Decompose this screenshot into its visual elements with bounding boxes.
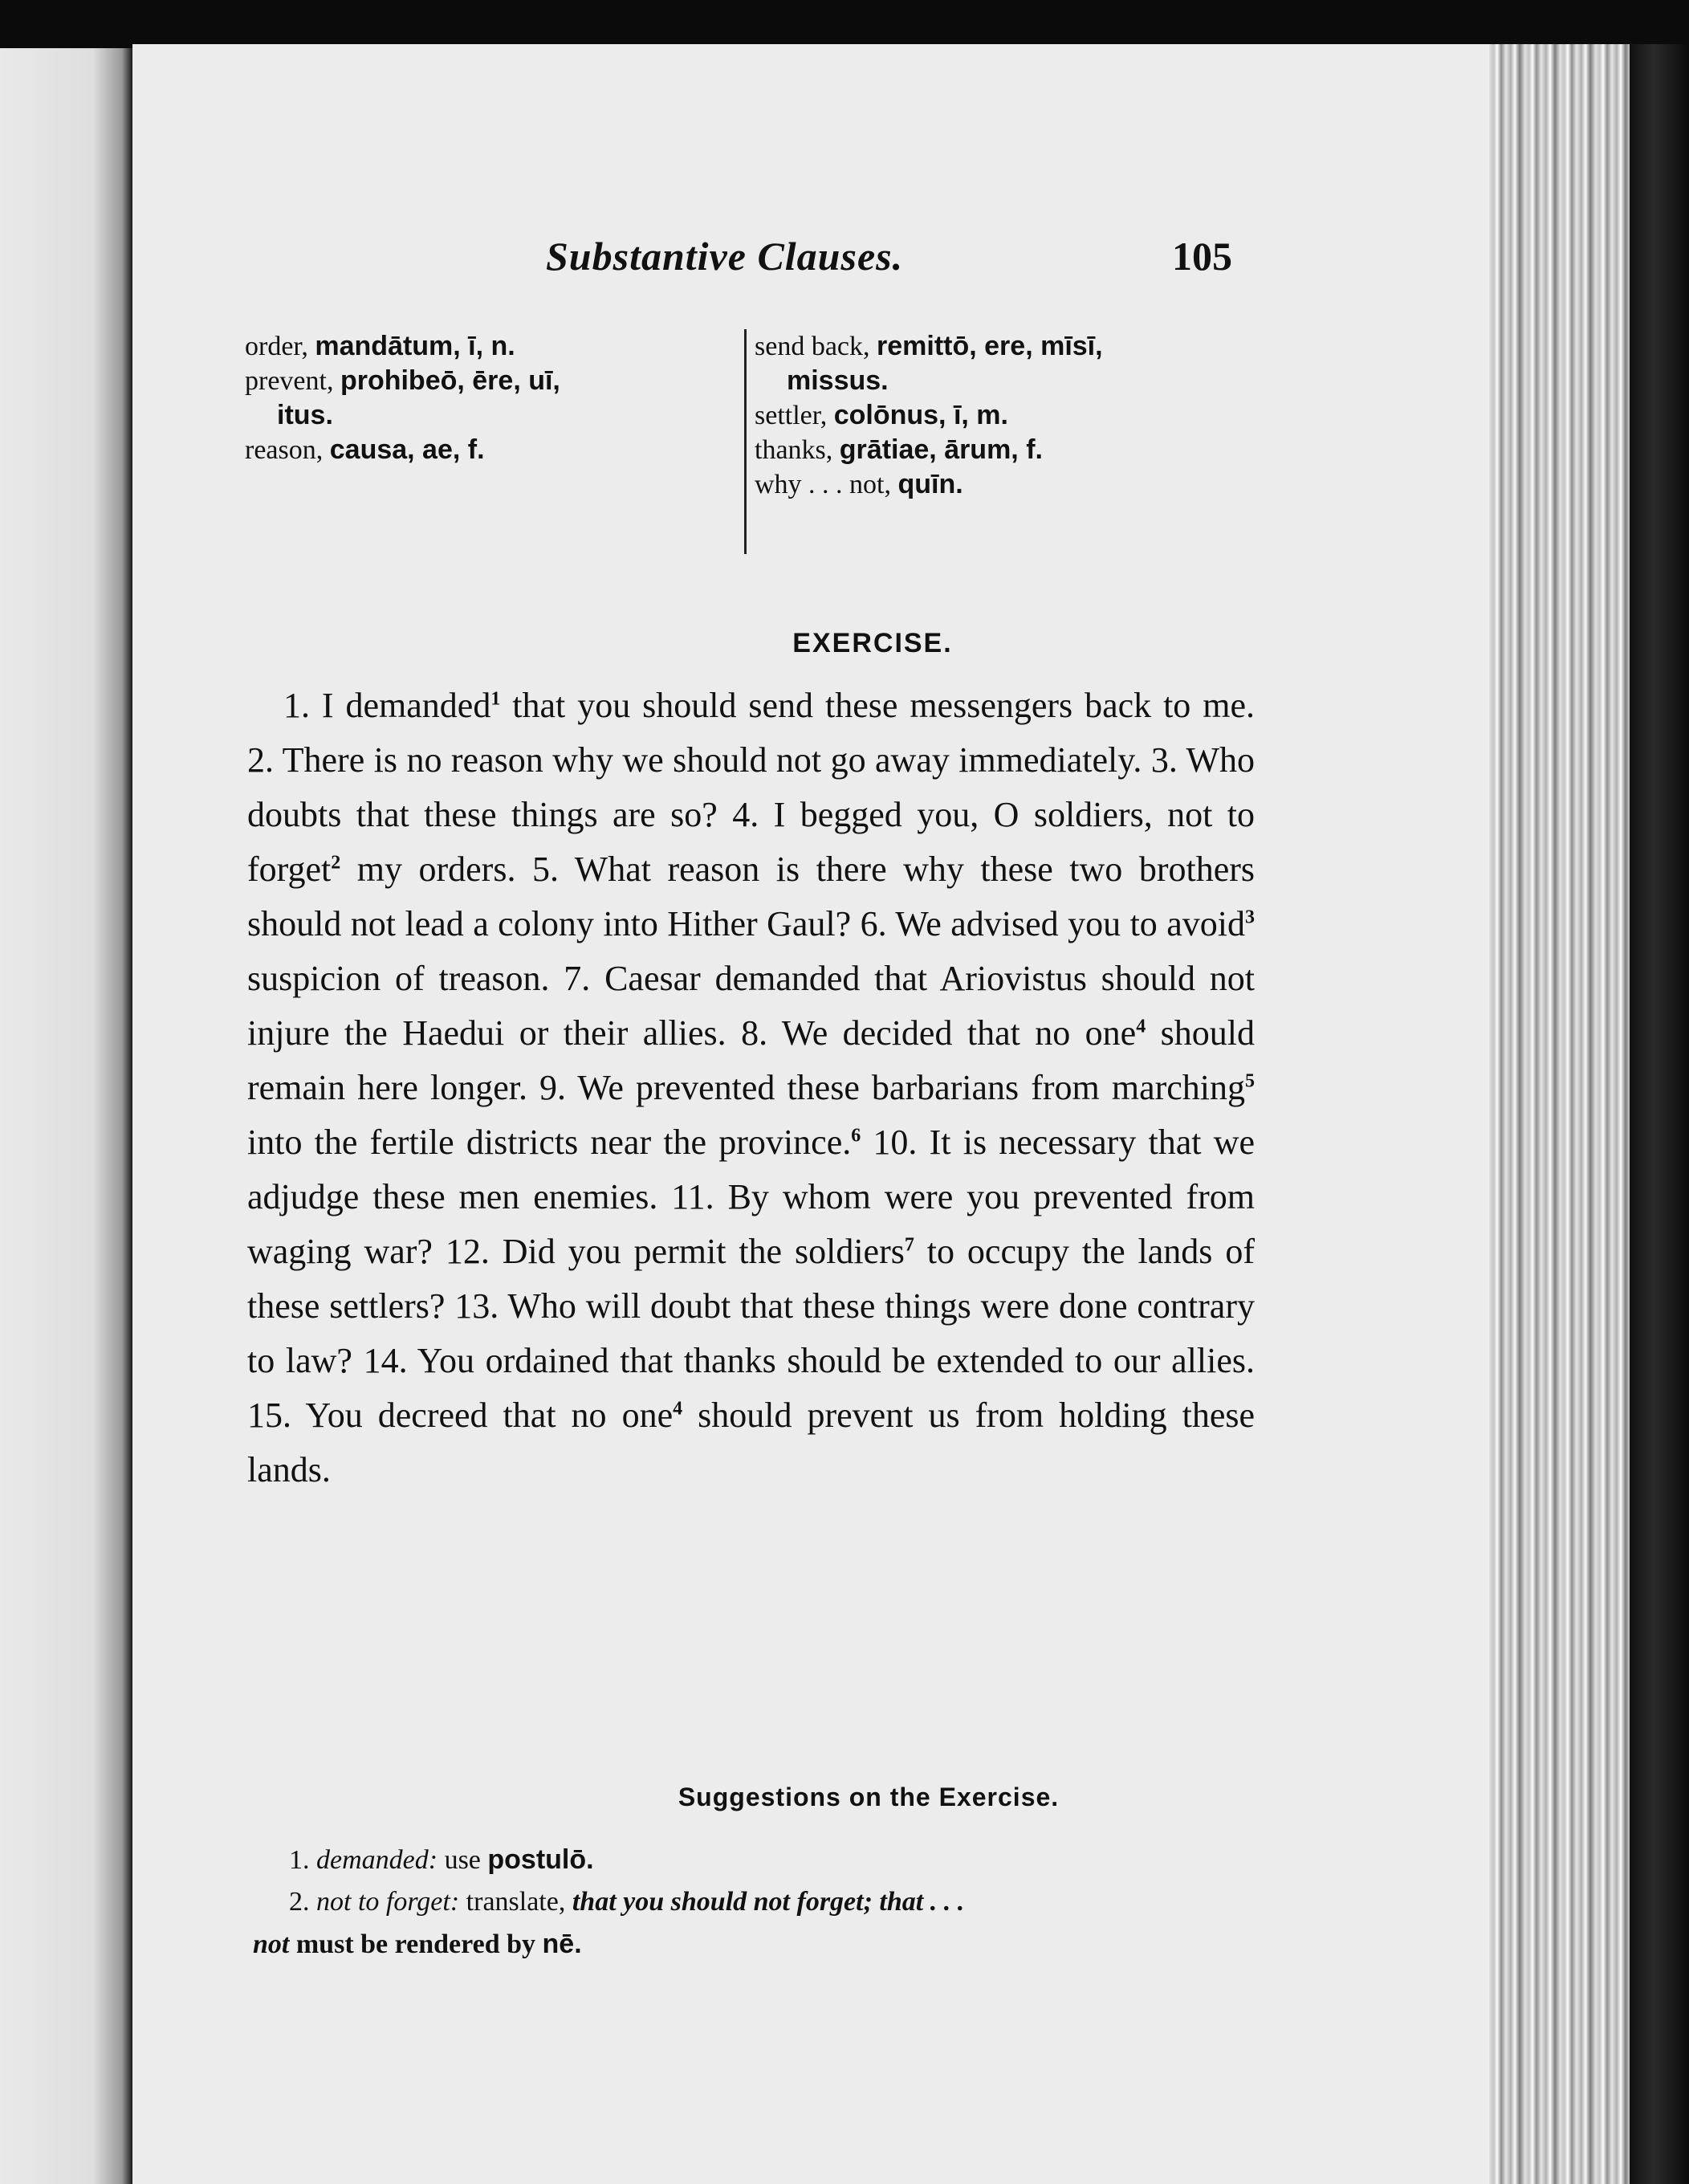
note-term: not to forget: [316, 1887, 460, 1917]
suggestions-heading: Suggestions on the Exercise. [678, 1783, 1060, 1811]
footnote-marker: 5 [1245, 1070, 1255, 1092]
vocab-english: why . . . not, [755, 470, 898, 499]
note-latin: postulō. [487, 1844, 594, 1875]
exercise-text-segment: 1. I demanded [283, 686, 491, 725]
vocab-latin: colōnus, ī, m. [833, 400, 1008, 430]
footnote-marker: 4 [1136, 1016, 1146, 1037]
vocab-entry [245, 364, 718, 433]
vocab-english: settler, [755, 401, 834, 430]
footnote-marker: 1 [490, 688, 501, 710]
note-number: 1. [289, 1845, 316, 1875]
suggestion-notes [253, 1839, 1256, 1966]
running-title: Substantive Clauses. [546, 234, 904, 279]
footnote-marker: 2 [331, 852, 341, 874]
vocab-latin: mandātum, ī, n. [315, 331, 515, 361]
exercise-text-segment: that you should send these messengers back to me. 2. There is no reason why we should not go away immediately. 3. Who doubts that these things are so? 4. I begged you, O soldiers, not to forget [247, 686, 1255, 889]
vocabulary-list [0, 329, 1689, 562]
suggestion-note-2 [253, 1881, 1256, 1966]
footnote-marker: 3 [1245, 907, 1255, 928]
vocab-latin: quīn. [897, 469, 963, 499]
exercise-heading: EXERCISE. [792, 628, 953, 658]
exercise-text-segment: 10. It is necessary that we adjudge these men enemies. 11. By whom were you prevented from waging war? 12. Did you permit the soldiers [247, 1123, 1255, 1271]
exercise-text-segment: should remain here longer. 9. We prevented these barbarians from marching [247, 1013, 1255, 1107]
vocab-entry [755, 467, 1252, 502]
note-text: use [438, 1845, 488, 1875]
vocabulary-column-left [245, 329, 718, 467]
vocab-latin: grātiae, ārum, f. [839, 434, 1043, 465]
vocab-latin-continued: missus. [787, 365, 889, 396]
vocab-latin: remittō, ere, mīsī, [877, 331, 1103, 361]
vocabulary-column-right [755, 329, 1252, 502]
vocab-entry [755, 433, 1252, 467]
note-text: must be rendered by [289, 1929, 543, 1959]
footnote-marker: 4 [673, 1398, 683, 1420]
vocab-entry [755, 398, 1252, 433]
running-head [0, 233, 1689, 289]
note-latin: nē. [542, 1929, 582, 1959]
footnote-marker: 6 [851, 1125, 861, 1147]
page-number: 105 [1172, 234, 1232, 279]
vocab-english: prevent, [245, 366, 340, 396]
note-translation: that you should not forget; that . . . [572, 1887, 965, 1917]
exercise-text-segment: into the fertile districts near the province. [247, 1123, 852, 1162]
exercise-text-segment: should prevent us from holding these lands. [247, 1396, 1256, 1489]
vocab-latin: prohibeō, ēre, uī, [340, 365, 560, 396]
note-number: 2. [289, 1887, 316, 1917]
exercise-text-segment: to occupy the lands of these settlers? 13. Who will doubt that these things were done contrary to law? 14. You ordained that thanks should be extended to our allies. 15. You decreed that no one [247, 1232, 1255, 1435]
note-translation-continued: not [253, 1929, 290, 1959]
note-term: demanded: [316, 1845, 438, 1875]
note-text: translate, [459, 1887, 572, 1917]
exercise-text-segment: suspicion of treason. 7. Caesar demanded that Ariovistus should not injure the Haedui or their allies. 8. We decided that no one [247, 959, 1255, 1053]
vocab-english: thanks, [755, 435, 840, 465]
vocab-english: order, [245, 332, 315, 361]
suggestion-note-1 [253, 1839, 1256, 1881]
vocab-english: send back, [755, 332, 877, 361]
vocab-english: reason, [245, 435, 330, 465]
exercise-text-segment: my orders. 5. What reason is there why these two brothers should not lead a colony into Hither Gaul? 6. We advised you to avoid [247, 850, 1255, 943]
exercise-text [247, 678, 1255, 1497]
vocab-column-divider [744, 329, 747, 554]
vocab-entry [755, 329, 1252, 398]
vocab-latin: causa, ae, f. [329, 434, 485, 465]
vocab-latin-continued: itus. [277, 400, 333, 430]
vocab-entry [245, 329, 718, 364]
footnote-marker: 7 [904, 1234, 914, 1256]
vocab-entry [245, 433, 718, 467]
